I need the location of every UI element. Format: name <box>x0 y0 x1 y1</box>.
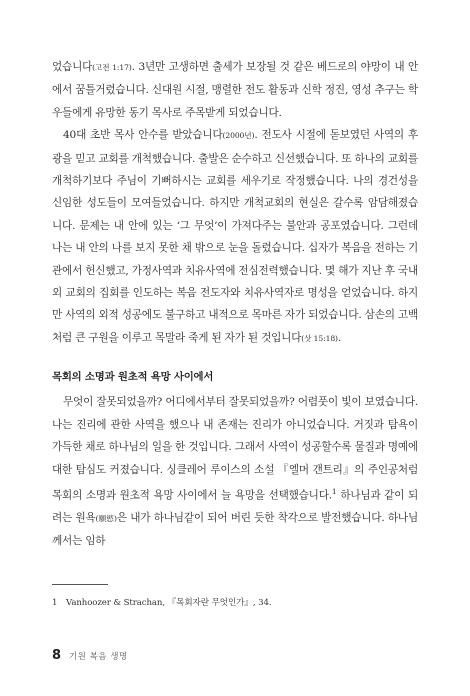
paragraph-3-text-a: 무엇이 잘못되었을까? 어디에서부터 잘못되었을까? 어렴풋이 빛이 보였습니다. 나는 진리에 관한 사역을 했으나 내 존재는 진리가 아니었습니다. 거짓과 탐욕이 가득한 채로 하나님의 일을 한 것입니다. 그래서 사역이 성공할수록 물질과 명예에 대한 탐심도 커졌습니다. 싱클레어 루이스의 소설 『엘머 갠트리』의 주인공처럼 목회의 소명과 원초적 욕망 사이에서 늘 욕망을 선택했습니다. <box>52 396 418 502</box>
footnote-text: Vanhoozer & Strachan, 『목회자란 무엇인가』, 34. <box>66 598 272 608</box>
paragraph-3-text-b: 하나님과 같이 되려는 원욕 <box>52 489 418 524</box>
footnote-divider <box>52 584 108 585</box>
running-title: 기원 복음 생명 <box>69 651 128 661</box>
page-number: 8 <box>52 648 62 663</box>
hanja-annotation: (願慾) <box>95 513 117 523</box>
footnote-number: 1 <box>52 598 58 608</box>
year-reference: (2000년) <box>222 131 255 141</box>
paragraph-2-text-c: . <box>337 331 342 344</box>
paragraph-1 <box>52 56 418 124</box>
scripture-reference: (고전 1:17) <box>92 63 132 72</box>
paragraph-1-text-b: . 3년만 고생하면 출세가 보장될 것 같은 베드로의 야망이 내 안에서 꿈틀거렸습니다. 신대원 시절, 맹렬한 전도 활동과 신학 정진, 영성 추구는 학우들에게 유망한 동기 목사로 주목받게 되었습니다. <box>52 61 418 119</box>
paragraph-2 <box>52 124 418 350</box>
paragraph-2-text-b: . 전도사 시절에 돋보였던 사역의 후광을 믿고 교회를 개척했습니다. 출발은 순수하고 신선했습니다. 또 하나의 교회를 개척하기보다 주님이 기뻐하시는 교회를 세우기로 작정했습니다. 나의 경건성을 신임한 성도들이 모여들었습니다. 하지만 개척교회의 현실은 갈수록 암담해졌습니다. 문제는 내 안에 있는 ‘그 무엇’이 가져다주는 불안과 공포였습니다. 그런데 나는 내 안의 나를 보지 못한 채 밖으로 눈을 돌렸습니다. 십자가 복음을 전하는 기관에서 헌신했고, 가정사역과 치유사역에 전심전력했습니다. 몇 해가 지난 후 국내외 교회의 집회를 인도하는 복음 전도자와 치유사역자로 명성을 얻었습니다. 하지만 사역의 외적 성공에도 불구하고 내적으로 목마른 자가 되었습니다. 삼손의 고백처럼 큰 구원을 이루고 목말라 죽게 된 자가 된 것입니다 <box>52 129 418 344</box>
footnote-marker[interactable]: 1 <box>331 486 337 496</box>
paragraph-3-text-c: 은 내가 하나님같이 되어 버린 듯한 착각으로 발전했습니다. 하나님께서는 임하 <box>52 511 418 548</box>
paragraph-1-text-a: 었습니다 <box>52 61 93 73</box>
page-footer <box>52 648 128 663</box>
page-body <box>52 56 418 553</box>
section-heading: 목회의 소명과 원초적 욕망 사이에서 <box>52 371 214 384</box>
paragraph-2-text-a: 40대 초반 목사 안수를 받았습니다 <box>63 129 223 142</box>
footnote <box>52 596 272 608</box>
scripture-reference: (삿 15:18) <box>301 333 338 343</box>
paragraph-3 <box>52 391 418 552</box>
